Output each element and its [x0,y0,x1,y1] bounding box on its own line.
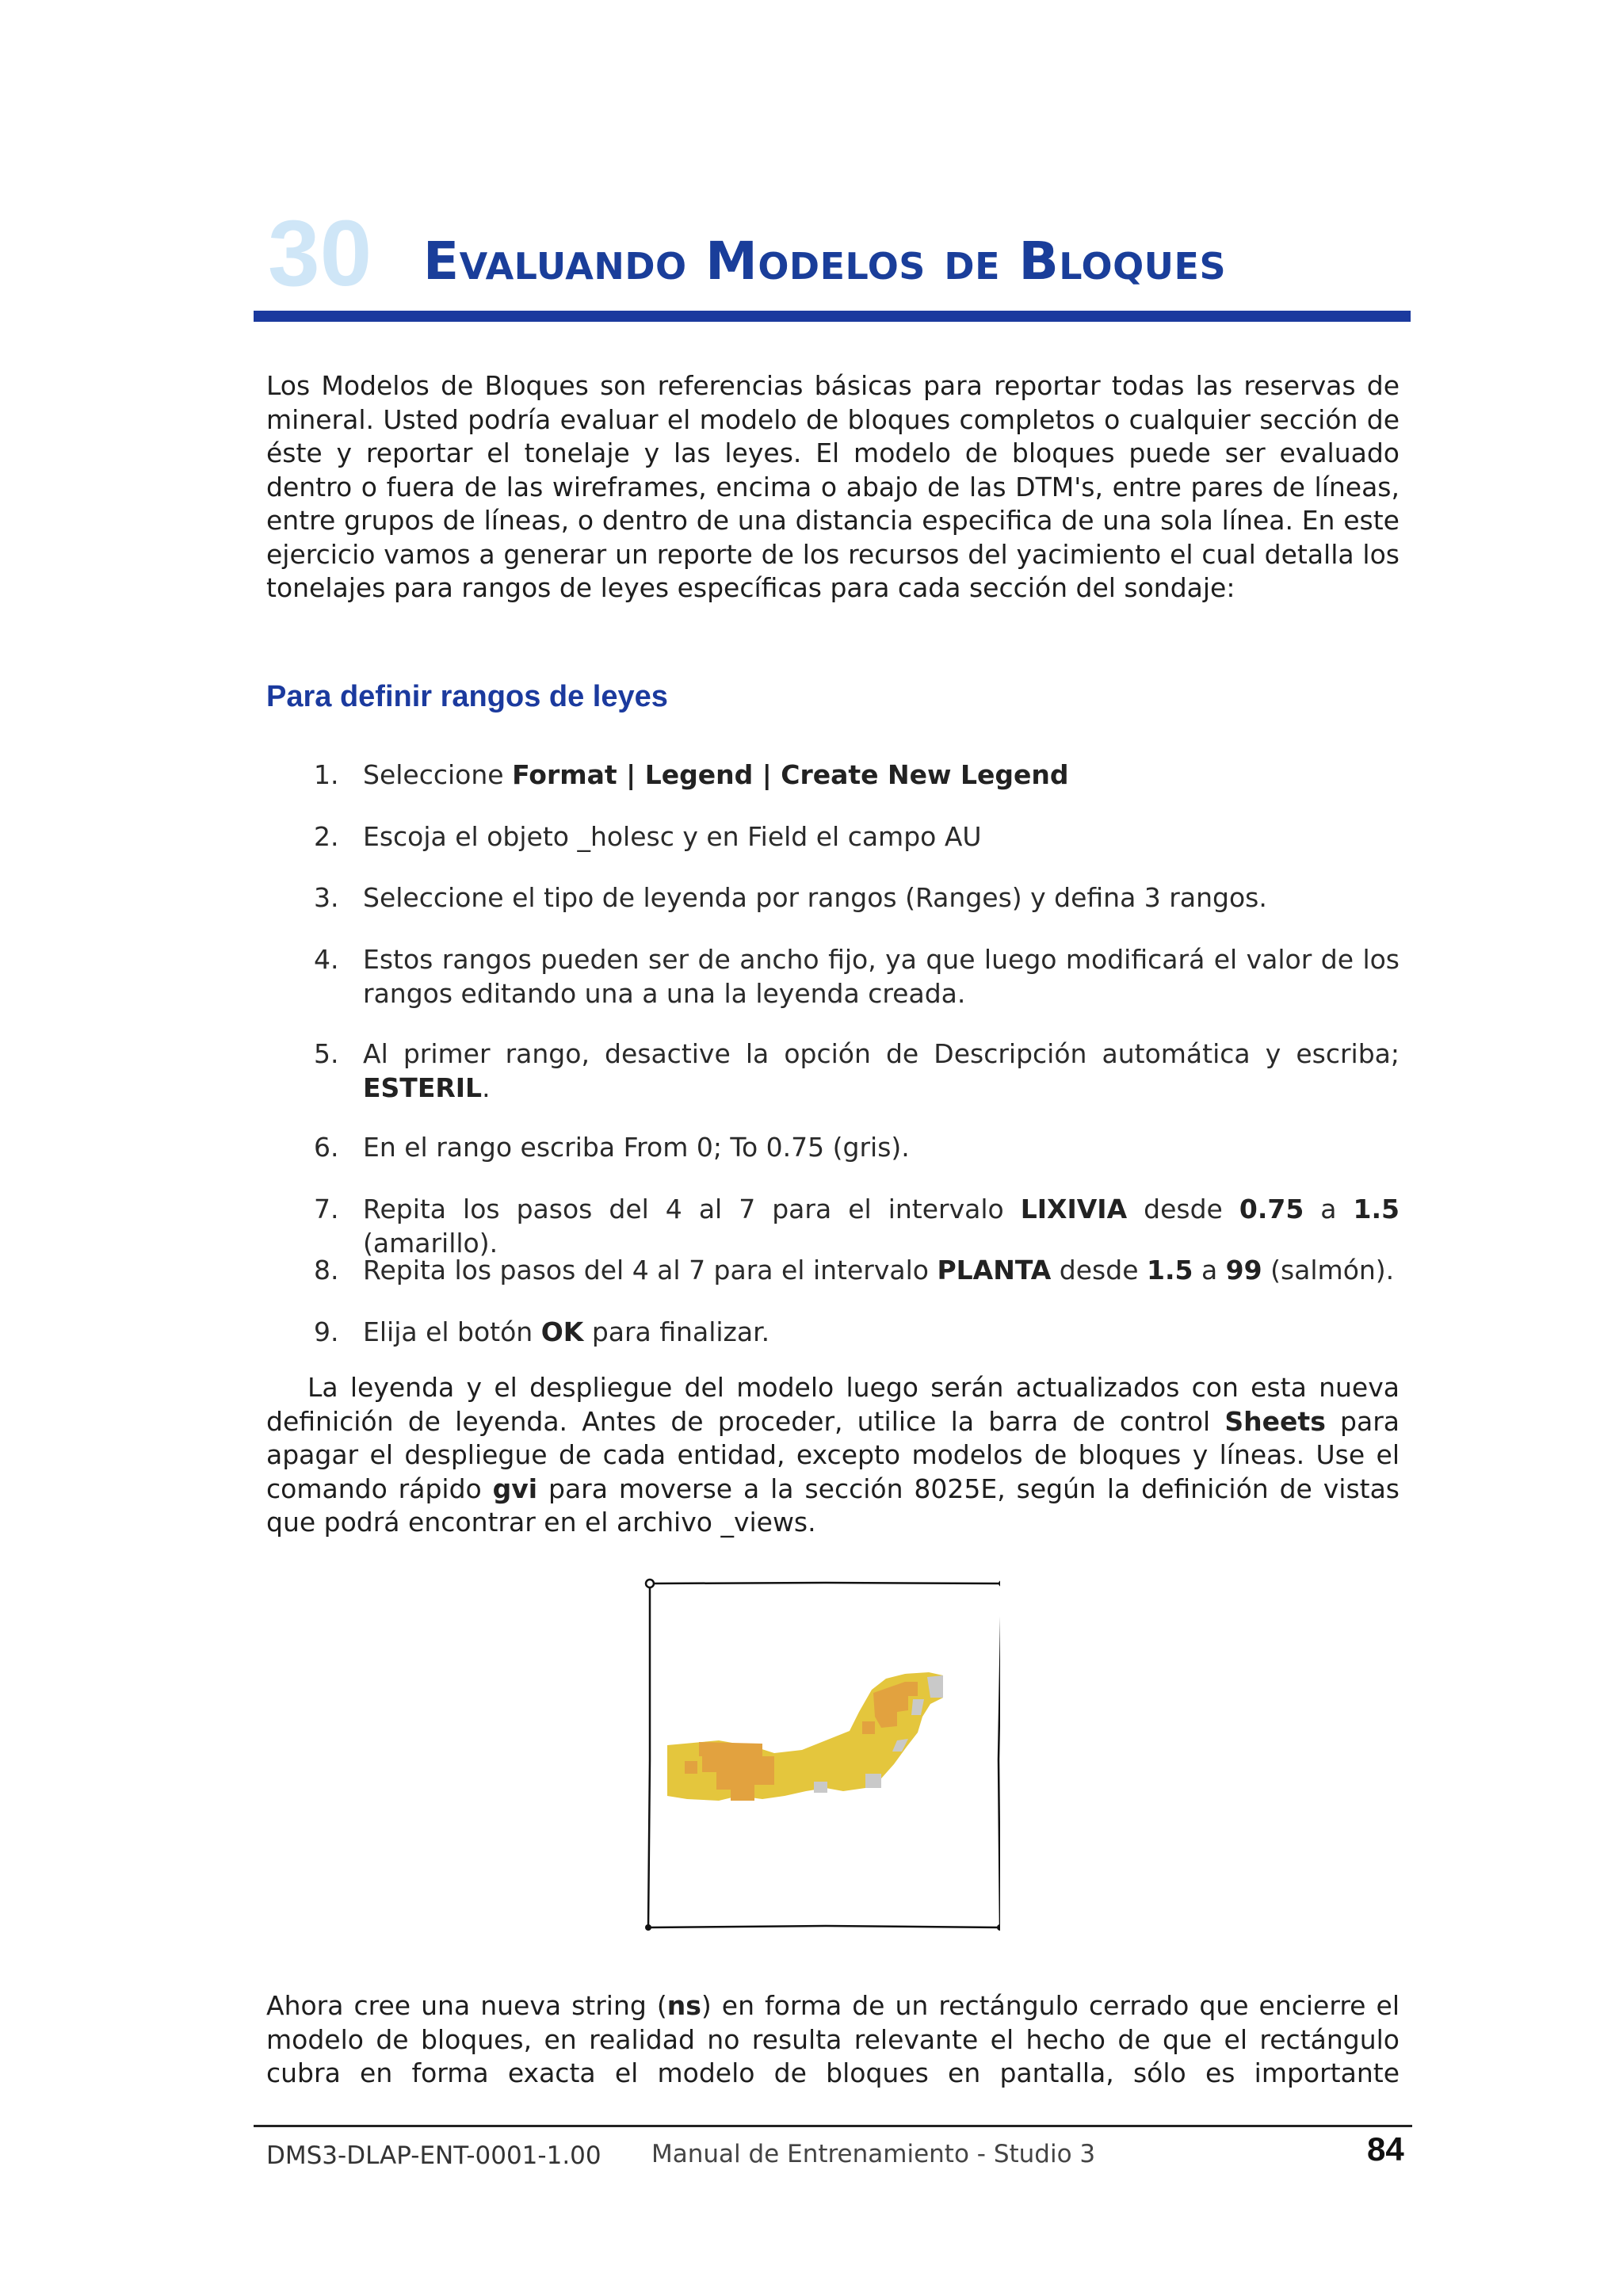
footer-manual-title: Manual de Entrenamiento - Studio 3 [651,2140,1096,2168]
chapter-title: Evaluando Modelos de Bloques [423,231,1227,292]
intro-paragraph: Los Modelos de Bloques son referencias básicas para reportar todas las reservas de mineral. Usted podría evaluar el modelo de bloques completos o cualquier sección de éste y reportar el tonelaje y las leyes. El modelo de bloques puede ser evaluado dentro o fuera de las wireframes, encima o abajo de las DTM's, entre pares de líneas, entre grupos de líneas, o dentro de una distancia especifica de una sola línea. En este ejercicio vamos a generar un reporte de los recursos del yacimiento el cual detalla los tonelajes para rangos de leyes específicas para cada sección del sondaje: [266,370,1400,603]
step-number: 1. [314,759,339,790]
step-text: Estos rangos pueden ser de ancho fijo, ya que luego modificará el valor de los rangos editando una a una la leyenda creada. [363,944,1400,1009]
page-number: 84 [1367,2130,1404,2168]
step-number: 4. [314,944,339,975]
step-text: Escoja el objeto _holesc y en Field el campo AU [363,821,982,852]
step-text: Repita los pasos del 4 al 7 para el intervalo LIXIVIA desde 0.75 a 1.5 (amarillo). [363,1194,1400,1259]
step-number: 9. [314,1316,339,1347]
step-number: 8. [314,1255,339,1286]
step-text: Seleccione Format | Legend | Create New Legend [363,759,1069,790]
step-number: 6. [314,1132,339,1163]
chapter-heading [254,202,1411,305]
step-text: Seleccione el tipo de leyenda por rangos (Ranges) y defina 3 rangos. [363,882,1267,913]
step-number: 7. [314,1194,339,1224]
step-number: 3. [314,882,339,913]
step-number: 2. [314,821,339,852]
closing-paragraph: Ahora cree una nueva string (ns) en forma de un rectángulo cerrado que encierre el modelo de bloques, en realidad no resulta relevante el hecho de que el rectángulo cubra en forma exacta el modelo de bloques en pantalla, sólo es importante [266,1990,1400,2088]
step-text: Elija el botón OK para finalizar. [363,1316,770,1347]
block-model-blocks [667,1672,943,1801]
legend-paragraph: La leyenda y el despliegue del modelo luego serán actualizados con esta nueva definición de leyenda. Antes de proceder, utilice la barra de control Sheets para apagar el despliegue de cada entidad, excepto modelos de bloques y líneas. Use el comando rápido gvi para moverse a la sección 8025E, según la definición de vistas que podrá encontrar en el archivo _views. [266,1372,1400,1538]
step-number: 5. [314,1038,339,1069]
chapter-rule [254,311,1411,322]
chapter-number: 30 [268,201,372,306]
step-text: En el rango escriba From 0; To 0.75 (gris). [363,1132,910,1163]
step-text: Repita los pasos del 4 al 7 para el intervalo PLANTA desde 1.5 a 99 (salmón). [363,1255,1395,1286]
step-text: Al primer rango, desactive la opción de Descripción automática y escriba; ESTERIL. [363,1038,1400,1103]
footer-document-code: DMS3-DLAP-ENT-0001-1.00 [266,2141,601,2170]
footer-rule [254,2125,1412,2127]
section-subheading: Para definir rangos de leyes [266,680,668,713]
block-model-figure [643,1577,1000,1934]
